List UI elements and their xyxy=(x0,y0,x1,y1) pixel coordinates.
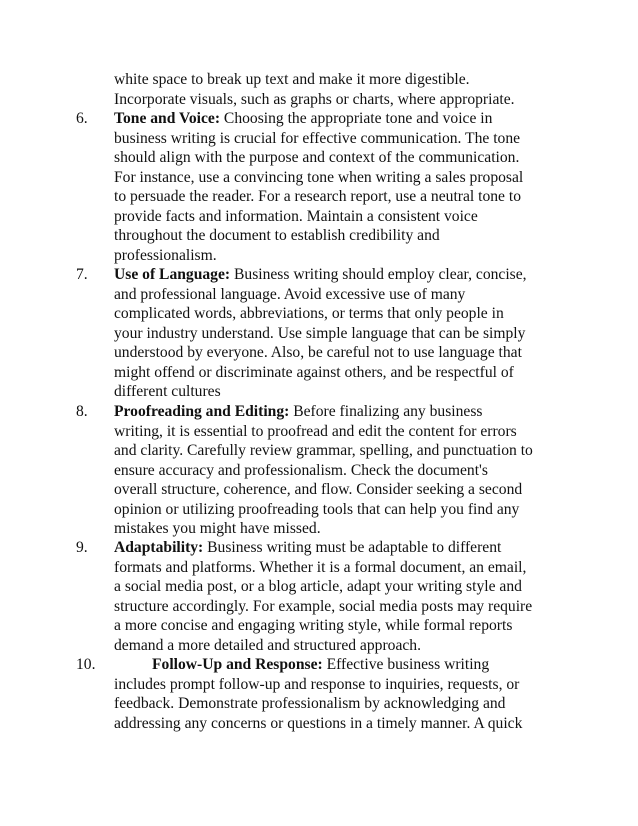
list-item-text: Choosing the appropriate tone and voice in xyxy=(220,110,493,127)
list-item-heading: Adaptability: xyxy=(114,539,204,556)
list-item-line: to persuade the reader. For a research report, use a neutral tone to xyxy=(114,188,521,205)
list-item-line: structure accordingly. For example, social media posts may require xyxy=(114,597,533,615)
list-item-use-of-language xyxy=(76,265,576,402)
list-item-line: addressing any concerns or questions in a timely manner. A quick xyxy=(114,714,523,732)
list-item-line: business writing is crucial for effective communication. The tone xyxy=(114,129,521,147)
list-item-line: writing, it is essential to proofread and edit the content for errors xyxy=(114,422,517,440)
list-item-heading: Tone and Voice: xyxy=(114,110,221,127)
list-item-line: overall structure, coherence, and flow. Consider seeking a second xyxy=(114,481,523,498)
list-item-proofreading-and-editing xyxy=(76,402,576,539)
continuation-line: Incorporate visuals, such as graphs or charts, where appropriate. xyxy=(114,90,515,108)
list-item-line: and clarity. Carefully review grammar, spelling, and punctuation to xyxy=(114,442,533,459)
list-item-line: should align with the purpose and context of the communication. xyxy=(114,149,520,166)
list-item-line: might offend or discriminate against others, and be respectful of xyxy=(114,363,514,381)
list-item-text: Effective business writing xyxy=(322,656,490,673)
list-item-first-line xyxy=(76,265,576,285)
list-item-heading: Proofreading and Editing: xyxy=(114,403,290,420)
list-item-line: For instance, use a convincing tone when writing a sales proposal xyxy=(114,168,524,186)
list-item-heading: Use of Language: xyxy=(114,266,231,283)
list-number: 6. xyxy=(76,110,88,127)
list-item-line: demand a more detailed and structured approach. xyxy=(114,636,421,654)
list-item-line: mistakes you might have missed. xyxy=(114,520,321,537)
list-item-line: professionalism. xyxy=(114,246,217,264)
list-item-line: formats and platforms. Whether it is a formal document, an email, xyxy=(114,558,527,576)
list-item-first-line xyxy=(76,109,576,129)
list-number: 10. xyxy=(76,656,96,673)
list-item-adaptability xyxy=(76,538,576,655)
list-item-text: Business writing should employ clear, concise, xyxy=(230,266,527,283)
list-item-first-line xyxy=(76,655,576,675)
list-number: 8. xyxy=(76,403,88,420)
list-number: 7. xyxy=(76,266,88,283)
list-item-line: includes prompt follow-up and response to inquiries, requests, or xyxy=(114,675,520,693)
list-item-line: throughout the document to establish credibility and xyxy=(114,227,440,244)
list-item-line: feedback. Demonstrate professionalism by acknowledging and xyxy=(114,695,506,712)
list-item-line: a social media post, or a blog article, adapt your writing style and xyxy=(114,578,522,595)
list-item-line: and professional language. Avoid excessive use of many xyxy=(114,285,466,303)
list-item-tone-and-voice xyxy=(76,109,576,265)
list-item-line: a more concise and engaging writing style, while formal reports xyxy=(114,617,513,634)
list-item-line: complicated words, abbreviations, or terms that only people in xyxy=(114,305,504,322)
list-item-line: opinion or utilizing proofreading tools that can help you find any xyxy=(114,500,520,518)
list-item-heading: Follow-Up and Response: xyxy=(152,656,323,673)
list-item-line: ensure accuracy and professionalism. Check the document's xyxy=(114,461,488,479)
list-item-line: different cultures xyxy=(114,383,221,400)
list-item-line: your industry understand. Use simple language that can be simply xyxy=(114,324,526,342)
list-item-first-line xyxy=(76,402,576,422)
list-number: 9. xyxy=(76,539,88,556)
list-item-text: Business writing must be adaptable to different xyxy=(203,539,502,556)
list-item-first-line xyxy=(76,538,576,558)
continuation-line: white space to break up text and make it more digestible. xyxy=(114,71,470,88)
list-item-follow-up-and-response xyxy=(76,655,576,733)
list-item-text: Before finalizing any business xyxy=(289,403,483,420)
continuation-text xyxy=(114,70,515,109)
list-item-line: provide facts and information. Maintain a consistent voice xyxy=(114,207,478,225)
list-item-line: understood by everyone. Also, be careful not to use language that xyxy=(114,344,522,361)
